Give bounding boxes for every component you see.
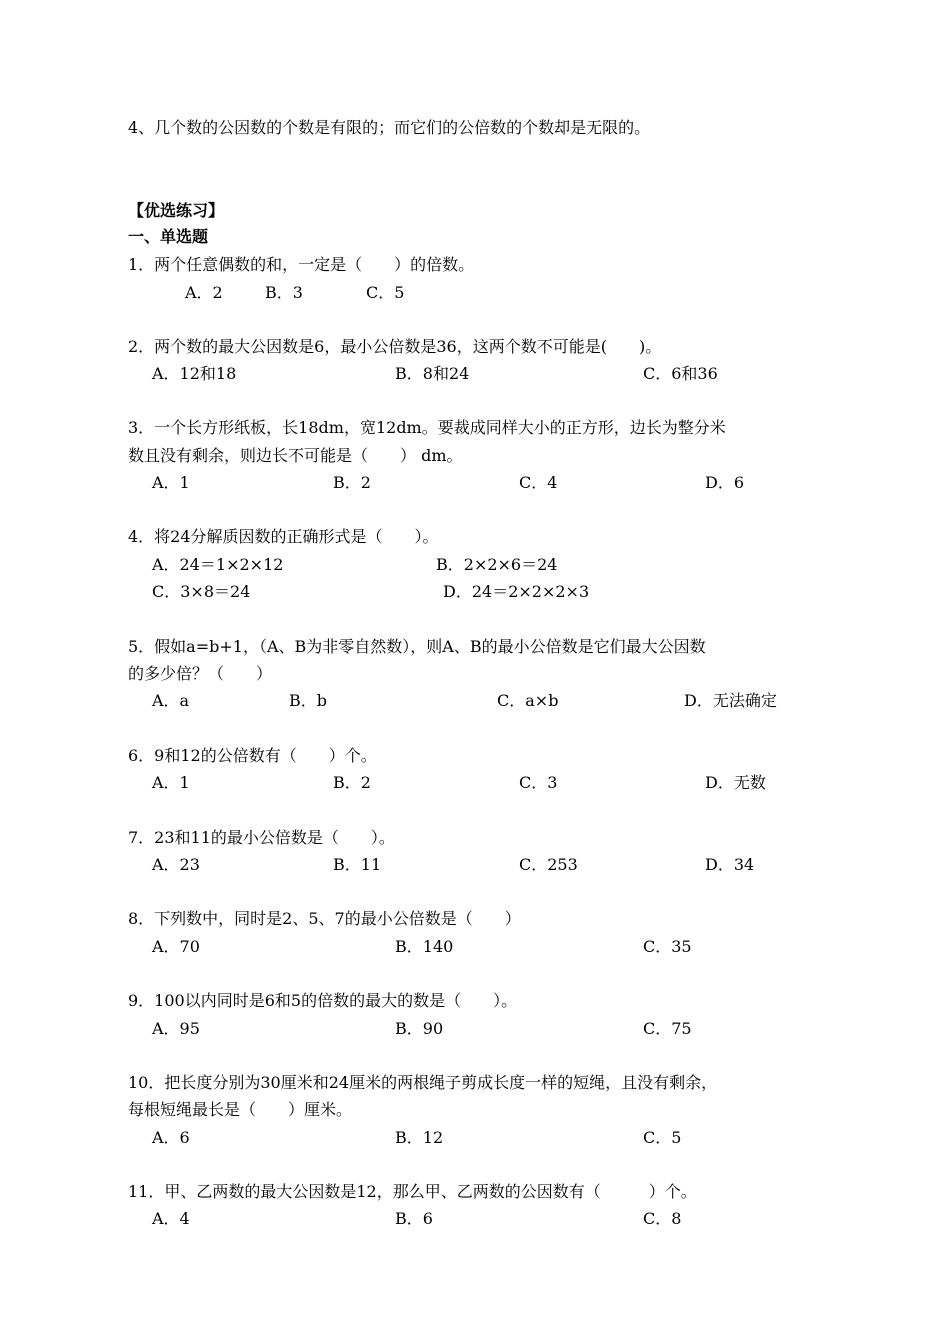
option-a: A．2	[185, 283, 223, 302]
option-c: C．4	[519, 473, 558, 492]
question-stem-continued: 数且没有剩余，则边长不可能是（ ） dm。	[128, 446, 463, 465]
option-c: C．75	[643, 1019, 692, 1038]
option-b: B．12	[395, 1128, 444, 1147]
question-stem: 8．下列数中，同时是2、5、7的最小公倍数是（ ）	[128, 909, 521, 928]
option-c: C．35	[643, 937, 692, 956]
option-a: A．1	[152, 773, 190, 792]
option-b: B．6	[395, 1209, 433, 1228]
question-stem: 10．把长度分别为30厘米和24厘米的两根绳子剪成长度一样的短绳，且没有剩余，	[128, 1073, 718, 1092]
question-stem: 2．两个数的最大公因数是6，最小公倍数是36，这两个数不可能是( )。	[128, 337, 662, 356]
option-c: C．253	[519, 855, 578, 874]
note-line: 4、几个数的公因数的个数是有限的；而它们的公倍数的个数却是无限的。	[128, 118, 651, 137]
option-b: B．3	[265, 283, 303, 302]
option-b: B．90	[395, 1019, 444, 1038]
option-c: C．a×b	[497, 691, 559, 710]
question-stem-continued: 每根短绳最长是（ ）厘米。	[128, 1100, 353, 1119]
option-c: C．5	[366, 283, 405, 302]
option-a: A．1	[152, 473, 190, 492]
option-a: A．23	[152, 855, 200, 874]
option-a: A．95	[152, 1019, 200, 1038]
question-stem: 4．将24分解质因数的正确形式是（ ）。	[128, 527, 439, 546]
option-a: A．12和18	[152, 364, 237, 383]
option-d: D．6	[705, 473, 745, 492]
option-d: D．无数	[705, 773, 766, 792]
section-title: 【优选练习】	[128, 201, 225, 220]
option-c: C．6和36	[643, 364, 718, 383]
option-c: C．8	[643, 1209, 682, 1228]
option-c: C．3×8＝24	[152, 582, 251, 601]
option-a: A．a	[152, 691, 190, 710]
question-stem: 6．9和12的公倍数有（ ）个。	[128, 746, 377, 765]
option-a: A．6	[152, 1128, 190, 1147]
option-b: B．140	[395, 937, 454, 956]
option-b: B．11	[333, 855, 382, 874]
question-stem: 3．一个长方形纸板，长18dm，宽12dm。要裁成同样大小的正方形，边长为整分米	[128, 418, 726, 437]
option-c: C．5	[643, 1128, 682, 1147]
option-a: A．24＝1×2×12	[152, 555, 284, 574]
option-a: A．4	[152, 1209, 190, 1228]
question-stem: 9．100以内同时是6和5的倍数的最大的数是（ ）。	[128, 991, 518, 1010]
question-stem-continued: 的多少倍？（ ）	[128, 664, 273, 683]
option-a: A．70	[152, 937, 200, 956]
option-b: B．b	[289, 691, 328, 710]
question-stem: 7．23和11的最小公倍数是（ ）。	[128, 828, 395, 847]
option-c: C．3	[519, 773, 558, 792]
option-b: B．2×2×6＝24	[436, 555, 558, 574]
option-d: D．无法确定	[684, 691, 777, 710]
option-b: B．8和24	[395, 364, 470, 383]
subsection-title: 一、单选题	[128, 227, 209, 246]
question-stem: 5．假如a=b+1，（A、B为非零自然数），则A、B的最小公倍数是它们最大公因数	[128, 637, 706, 656]
question-stem: 11．甲、乙两数的最大公因数是12，那么甲、乙两数的公因数有（ ）个。	[128, 1182, 697, 1201]
option-d: D．24＝2×2×2×3	[443, 582, 590, 601]
option-b: B．2	[333, 473, 371, 492]
option-b: B．2	[333, 773, 371, 792]
question-stem: 1．两个任意偶数的和，一定是（ ）的倍数。	[128, 255, 475, 274]
option-d: D．34	[705, 855, 755, 874]
